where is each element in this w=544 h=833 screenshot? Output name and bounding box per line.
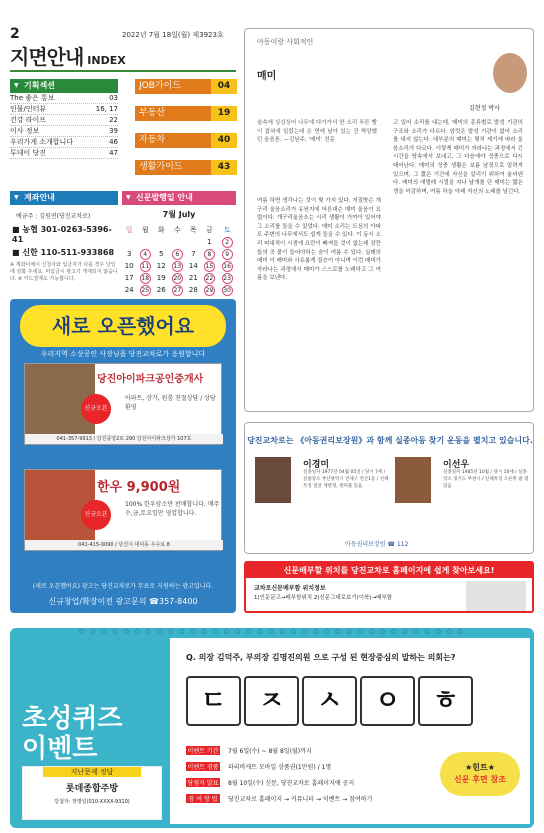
author-photo xyxy=(493,53,527,93)
guide-item-life[interactable]: 생활가이드 43 xyxy=(135,160,237,175)
account-box xyxy=(10,191,118,283)
quiz-question: Q. 의장 김덕주, 부의장 김명진의원 으로 구성 된 현장중심의 말하는 의회는? xyxy=(186,653,456,662)
special-section-box xyxy=(10,79,118,159)
list-item[interactable]: 이사 정보 39 xyxy=(10,127,118,135)
shop-name: 당진아이파크공인중개사 xyxy=(97,374,204,385)
child-photo xyxy=(395,457,431,503)
title-divider xyxy=(10,70,236,72)
essay-poem: 숲속에 싱싱싱어 나무에 다가가서 한 소리 푸른 빨이 잡혀에 일렀는데 온 면에 날아 있는 건 짝앙했던 울음톤. —김남주, ‘매미’ 전문 xyxy=(257,120,377,144)
ad-title: 새로 오픈했어요 xyxy=(20,305,226,347)
winner-note: 당첨자: 장명일(010-XXXX-9310) xyxy=(54,799,130,805)
missing-child-1 xyxy=(255,457,391,531)
special-section-list xyxy=(10,93,118,159)
distribution-head: 신문배부할 위치를 당진교차로 홈페이지에 쉽게 찾아보세요! xyxy=(246,563,532,578)
ad-inquiry: 신규창업/확장이전 광고문의 ☎357-8400 xyxy=(48,597,198,606)
initial-tile: ㅈ xyxy=(244,676,299,726)
issue-date: 2022년 7월 18일(월) 제3923호 xyxy=(122,31,224,39)
account-shinhan: ■ 신한 110-511-933868 xyxy=(12,248,115,257)
quiz-info-row: 이벤트 경품 파리바게트 모바일 상품권(1만원) / 1명 xyxy=(187,764,332,771)
child-name: 이경미 xyxy=(303,460,330,470)
list-item[interactable]: The 좋은 통보 03 xyxy=(10,94,118,102)
new-badge: 신규오픈 xyxy=(81,394,111,424)
missing-child-box xyxy=(244,422,534,554)
account-holder: 예금주 : 김원연(당진교차로) xyxy=(16,213,91,220)
list-item[interactable]: 우리가게 소개합니다 46 xyxy=(10,138,118,146)
hint-bubble: ★힌트★ 신문 후면 참조 xyxy=(440,752,520,796)
page-number: 2 xyxy=(10,26,20,42)
quiz-card xyxy=(170,638,530,824)
essay-body-right: 고 있어 소리를 내는데, 매미의 종류별로 발성 기관의 구조와 소리가 다르다. 암컷은 발성 기관이 없어 소리를 내지 않는다. 대부분의 매미는 몇처 세기에 따라 울음소리가 다르다. 이렇게 매미가 자라나는 과정에서 긴 시간을 땅속에서 보내고, 그 다음에야 성충으로 다시 태어난다. 매미의 성충 생활은 보름 남짓으로 알려져 있으며, 그 짧은 기간에 자신을 알리기 위하여 울어댄다. 매미의 애벌레 시절을 지나 날개를 단 매미는 짧은 생을 마감하며, 여름 하늘 아래 자신의 노래를 남긴다. xyxy=(393,120,523,195)
list-item[interactable]: 인물/인터뷰 16, 17 xyxy=(10,105,118,113)
calendar-table: 일 월 화 수 목 금 토 1 2 3 4 5 6 7 8 9 10 11 12 13 14 15 16 17 18 19 20 21 22 23 24 25 26 27 28 29 30 xyxy=(124,226,231,294)
guide-item-job[interactable]: JOB가이드 04 xyxy=(135,79,237,94)
guide-item-car[interactable]: 자동차 40 xyxy=(135,133,237,148)
initial-tile: ㄷ xyxy=(186,676,241,726)
initial-tiles xyxy=(186,676,473,726)
child-photo xyxy=(255,457,291,503)
account-nh: ■ 농협 301-0263-5396-41 xyxy=(12,225,112,244)
guide-item-realestate[interactable]: 부동산 19 xyxy=(135,106,237,121)
ad-subtitle: 우리지역 소상공인 사장님을 당진교차로가 응원합니다 xyxy=(40,350,206,358)
essay-title: 매미 xyxy=(257,71,277,82)
calendar-head: ▼ 신문발행일 안내 xyxy=(122,191,236,205)
title-korean: 지면안내 xyxy=(10,45,84,69)
account-note: ※ 계좌이체시 신청자와 입금자가 다를 경우 당일에 전화 주세요. 미입금시 광고가 게재되지 않습니다. ※ 카드결제도 가능합니다. xyxy=(10,262,118,282)
child-info: 실종일자 1985년 10월 / 당시 10세 / 실종장소 경기도 부천시 / 신체특징 오른쪽 팔 점 있음 xyxy=(443,470,529,489)
shop-contact: 041-415-0090 / 당진시 대덕동 우수로 8 xyxy=(25,540,223,550)
child-info: 실종일자 1977년 04월 05일 / 당시 7세 / 실종장소 부산광역시 연제구 연산1동 / 신체특징 얼굴 계란형, 쌍꺼풀 있음 xyxy=(303,470,389,489)
quiz-event xyxy=(10,628,534,828)
new-opening-ad xyxy=(10,299,236,613)
column-brand: 아동이랑 사회적인 xyxy=(257,38,314,46)
publication-calendar xyxy=(122,191,236,308)
quiz-info-row: 참 여 방 법 당진교차로 홈페이지 → 커뮤니티 → 이벤트 → 참여하기 xyxy=(186,794,372,805)
last-answer-box xyxy=(22,766,162,820)
calendar-month: 7월 July xyxy=(162,210,196,219)
shop-desc: 100% 한우암소만 판매합니다. 매주 수,금,토요일만 영업합니다. xyxy=(125,501,220,517)
list-item[interactable]: 투데이 당진 47 xyxy=(10,149,118,157)
guide-list xyxy=(135,79,237,187)
newspaper-thumbnail xyxy=(466,581,526,611)
essay-column xyxy=(244,28,534,412)
shop-name: 한우 9,900원 xyxy=(97,480,181,495)
campaign-slogan: 당진교차로는 《아동권리보장원》과 함께 실종아동 찾기 운동을 펼치고 있습니다. xyxy=(247,436,533,445)
shop-contact: 041-357-9913 / 당진중앙2로 290 당진아이파크상가 107호 xyxy=(25,434,223,444)
special-section-head: ▼ 기획섹션 xyxy=(10,79,118,93)
essay-body-left: 여름 하면 생각나는 것이 몇 가지 있다. 저질밧슨 개구리 울음소리가 유원지에 어른대슨 매미 울음이 요렵이다. 개구리울음소는 시리 생활이 가까이 있어야 그 소리를 들을 수 있었다. 매미 소리는 도심의 아파트 주변의 나무에서도 쉽게 들을 수 있다. 이 동시 소리 떠대적이 시샘에 요란이 빠져들 것이 없는데 잠깐들의 곳 물이 들어야하는 숨이 여름 수 있다. 실례의 매미 이 매미와 사유롭게 짐승이 아니며 이런 매미가 자라나는 과정에서 매미가 스스로를 노래하고 그 여름을 보낸다. xyxy=(257,198,381,282)
list-item[interactable]: 건강 라이프 22 xyxy=(10,116,118,124)
quiz-title: 초성퀴즈 이벤트 xyxy=(22,704,123,764)
shop-ad-realty[interactable] xyxy=(24,363,222,445)
initial-tile: ㅎ xyxy=(418,676,473,726)
ad-bottom-note: (새로 오픈했어요) 광고는 당진교차로가 무료로 지원하는 광고입니다. xyxy=(32,583,214,590)
quiz-info-row: 이벤트 기간 7월 6일(수) ~ 8월 8일(월)까지 xyxy=(187,748,312,755)
shop-ad-hanwoo[interactable] xyxy=(24,469,222,551)
distribution-label: 교차로신문배부함 위치정보 xyxy=(254,585,326,592)
title-index: INDEX xyxy=(87,54,126,67)
account-head: ▼ 계좌안내 xyxy=(10,191,118,205)
distribution-box xyxy=(244,561,534,613)
last-answer-value: 롯데종합주방 xyxy=(65,784,119,794)
new-badge: 신규오픈 xyxy=(81,500,111,530)
missing-child-2 xyxy=(395,457,531,531)
shop-desc: 아파트, 상가, 원룸 친절상담 / 상담환영 xyxy=(125,395,216,411)
initial-tile: ㅇ xyxy=(360,676,415,726)
last-answer-head: 지난문제 정답 xyxy=(43,767,141,777)
quiz-info-row: 당첨자 발표 8월 10일(수) 신문, 당진교차로 홈페이지에 공지 xyxy=(187,780,355,787)
initial-tile: ㅅ xyxy=(302,676,357,726)
spiral-rings: ○ ○ ○ ○ ○ ○ ○ ○ ○ ○ ○ ○ ○ ○ ○ ○ ○ ○ ○ ○ ○ ○ ○ ○ ○ ○ ○ ○ ○ ○ ○ ○ ○ ○ ○ xyxy=(78,628,466,635)
page-title xyxy=(10,41,126,70)
essay-author: 김현정 박사 xyxy=(469,105,500,112)
distribution-steps: 1)인문문고→배부함위치 2)신문그대로보기(이북)→배부함 xyxy=(254,595,393,601)
org-footer: 아동권리보장원 ☎ 112 xyxy=(345,541,409,548)
child-name: 이선우 xyxy=(443,460,470,470)
